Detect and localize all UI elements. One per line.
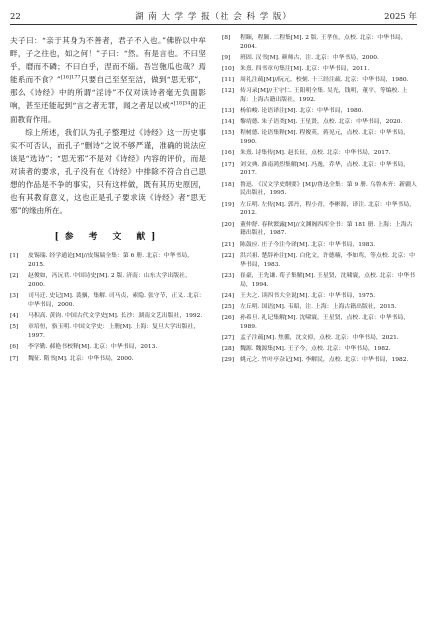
body-paragraph-2 bbox=[10, 126, 206, 218]
reference-number: [24] bbox=[222, 292, 235, 299]
reference-text: 章培恒，骆玉明. 中国文学史：上册[M]. 上海：复旦大学出版社，1997. bbox=[28, 324, 200, 340]
reference-number: [28] bbox=[222, 345, 235, 352]
reference-text: 朱熹. 四书章句集注[M]. 北京：中华书局，2011. bbox=[240, 66, 370, 73]
reference-text: 刘文典. 淮南鸿烈集解[M]. 冯逸，乔华，点校. 北京：中华书局，2017. bbox=[240, 161, 410, 177]
reference-number: [29] bbox=[222, 357, 235, 364]
para1-text-b: 只要自己至坚至洁，做到“思无邪”，那么《诗经》中的所谓“淫诗”不仅对读诗者毫无负面影响，甚至还能起到“言之者无罪，闻之者足以戒” bbox=[10, 75, 206, 111]
reference-number: [25] bbox=[222, 303, 235, 310]
reference-text: 传习录[M]//王守仁. 王阳明全集. 吴光，钱明，董平，等编校. 上海：上海古籍出版社，1992. bbox=[240, 88, 408, 104]
reference-number: [13] bbox=[222, 108, 235, 115]
journal-title: 湖 南 大 学 学 报（社 会 科 学 版） bbox=[135, 12, 292, 22]
reference-number: [8] bbox=[222, 35, 231, 41]
reference-item bbox=[222, 65, 418, 74]
reference-number: [12] bbox=[222, 88, 235, 95]
reference-number: [22] bbox=[222, 252, 235, 259]
reference-item bbox=[10, 312, 206, 321]
reference-number: [27] bbox=[222, 334, 235, 341]
reference-item bbox=[222, 34, 418, 52]
reference-text: 孙希旦. 礼记集解[M]. 沈啸寰，王星贤，点校. 北京：中华书局，1989. bbox=[240, 314, 410, 330]
reference-item bbox=[10, 272, 206, 290]
reference-number: [16] bbox=[222, 150, 235, 157]
citation-2: [18]34 bbox=[173, 100, 191, 107]
reference-text: 王夫之. 读四书大全说[M]. 北京：中华书局，1975. bbox=[240, 292, 376, 299]
reference-item bbox=[222, 241, 418, 250]
reference-text: 左丘明. 国语[M]. 韦昭，注. 上海：上海古籍出版社，2015. bbox=[240, 303, 397, 310]
reference-item bbox=[222, 292, 418, 301]
reference-item bbox=[10, 252, 206, 270]
reference-text: 李学勤. 郝艳书校释[M]. 北京：中华书局，2013. bbox=[28, 344, 158, 351]
reference-text: 马积高. 黄钧. 中国古代文学史[M]. 长沙：湖南文艺出版社，1992. bbox=[28, 313, 203, 320]
reference-item bbox=[222, 221, 418, 239]
left-column bbox=[10, 34, 206, 366]
reference-text: 司马迁. 史记[M]. 裴骃，集解. 司马贞，索隐. 张守节，正义. 北京：中华书局，2000. bbox=[28, 293, 205, 309]
page-header bbox=[10, 10, 417, 25]
reference-item bbox=[222, 252, 418, 270]
reference-text: 孟子注疏[M]. 焦循，沈文倬，点校. 北京：中华书局，2021. bbox=[240, 334, 399, 341]
reference-list-left bbox=[10, 252, 206, 363]
reference-item bbox=[10, 323, 206, 341]
reference-number: [9] bbox=[222, 55, 231, 61]
references-heading: [参 考 文 献] bbox=[54, 232, 162, 243]
reference-text: 朱熹. 诗集传[M]. 赵长征，点校. 北京：中华书局，2017. bbox=[240, 150, 391, 157]
reference-text: 姚元之. 竹叶亭杂记[M]. 李解民，点校. 北京：中华书局，1982. bbox=[240, 357, 409, 364]
reference-number: [21] bbox=[222, 241, 235, 248]
reference-number: [20] bbox=[222, 221, 235, 228]
reference-item bbox=[222, 54, 418, 63]
reference-number: [2] bbox=[10, 273, 19, 280]
reference-text: 董仲舒. 春秋繁露[M]//文渊阁四库全书：第 181 册. 上海：上海古籍出版社，1987. bbox=[240, 221, 413, 237]
reference-item bbox=[10, 343, 206, 352]
reference-number: [19] bbox=[222, 201, 235, 208]
para2-text: 综上所述，我们认为孔子整理过《诗经》这一历史事实不可否认，而孔子“删诗”之说不够严谨，准确的说法应该是“选诗”；“思无邪”不是对《诗经》内容的评价，而是对读者的要求，孔子没有在《诗经》中排除不符合自己思想的作品是不争的事实，只有这样做，既有其历史原因，也有其教育意义，这也正是孔子要求读《诗经》者“思无邪”的缘由所在。 bbox=[10, 127, 206, 216]
citation-1: [16]177 bbox=[60, 74, 81, 81]
reference-text: 左丘明. 左传[M]. 郭丹，程小青，李彬源，译注. 北京：中华书局，2012. bbox=[240, 201, 416, 217]
reference-item bbox=[222, 161, 418, 179]
reference-text: 鲁迅. 《汉文学史纲要》[M]//鲁迅全集：第 9 册. 乌鲁木齐：新疆人民出版社，1995. bbox=[240, 181, 417, 197]
reference-item bbox=[222, 118, 418, 127]
reference-text: 黎靖德. 朱子语类[M]. 王星贤，点校. 北京：中华书局，2020. bbox=[240, 119, 403, 126]
reference-text: 程树德. 论语集释[M]. 程俊英，蒋见元，点校. 北京：中华书局，1990. bbox=[240, 130, 410, 146]
reference-number: [15] bbox=[222, 130, 235, 137]
reference-number: [23] bbox=[222, 272, 235, 279]
reference-number: [26] bbox=[222, 314, 235, 321]
reference-item bbox=[222, 314, 418, 332]
reference-item bbox=[222, 107, 418, 116]
reference-number: [1] bbox=[10, 253, 19, 260]
page-number: 22 bbox=[10, 12, 21, 22]
reference-text: 程颐，程颢. 二程集[M]. 2 版. 王孝鱼，点校. 北京：中华书局，2004. bbox=[240, 35, 407, 50]
reference-item bbox=[222, 149, 418, 158]
reference-item bbox=[10, 355, 206, 364]
reference-text: 洪兴祖. 楚辞补注[M]. 白化文，许德楠，李如鸾，等点校. 北京：中华书局，1983. bbox=[240, 252, 416, 268]
reference-item bbox=[10, 292, 206, 310]
reference-text: 魏源. 魏源集[M]. 王子今，点校. 北京：中华书局，1982. bbox=[240, 345, 391, 352]
right-column bbox=[222, 34, 418, 367]
reference-list-right bbox=[222, 34, 418, 365]
publication-year: 2025 年 bbox=[384, 12, 417, 22]
reference-item bbox=[222, 334, 418, 343]
reference-item bbox=[222, 87, 418, 105]
para1-text-c: 的正面教育作用。 bbox=[10, 101, 207, 124]
reference-text: 赵俊如，冯沅君. 中国诗史[M]. 2 版. 济南：山东大学出版社，2000. bbox=[28, 273, 191, 289]
reference-number: [17] bbox=[222, 161, 235, 168]
reference-number: [3] bbox=[10, 293, 19, 300]
reference-text: 周礼注疏[M]//阮元，校刻. 十三经注疏. 北京：中华书局，1980. bbox=[240, 77, 409, 84]
reference-number: [11] bbox=[222, 77, 235, 84]
reference-number: [4] bbox=[10, 313, 19, 320]
reference-number: [6] bbox=[10, 344, 19, 351]
reference-item bbox=[222, 303, 418, 312]
reference-text: 杨伯峻. 论语译注[M]. 北京：中华书局，1980. bbox=[240, 108, 364, 115]
reference-number: [18] bbox=[222, 181, 235, 188]
reference-text: 魏征. 隋书[M]. 北京：中华书局，2000. bbox=[28, 355, 134, 362]
reference-item bbox=[222, 76, 418, 85]
para1-text-a: 夫子曰：“亲于其身为不善者，君子不入也。”佛肸以中牟畔，子之往也，如之何！”子曰：“然。有是言也。不曰坚乎，磨而不磷；不曰白乎，涅而不缁。吾岂匏瓜也哉？焉能系而不食？” bbox=[10, 36, 206, 85]
reference-number: [14] bbox=[222, 119, 235, 126]
reference-item bbox=[222, 356, 418, 365]
reference-item bbox=[222, 129, 418, 147]
reference-item bbox=[222, 201, 418, 219]
reference-number: [10] bbox=[222, 66, 235, 73]
reference-text: 班固. 汉书[M]. 颜师古，注. 北京：中华书局，2000. bbox=[240, 55, 379, 61]
reference-number: [5] bbox=[10, 324, 19, 331]
reference-item bbox=[222, 345, 418, 354]
reference-text: 崔豪，王先谦. 荀子集解[M]. 王星贤，沈啸寰，点校. 北京：中华书局，1994. bbox=[240, 272, 416, 288]
reference-item bbox=[222, 181, 418, 199]
body-paragraph-1 bbox=[10, 34, 206, 126]
reference-item bbox=[222, 272, 418, 290]
reference-text: 皮锡瑞. 经学通论[M]//皮锡瑞全集：第 6 册. 北京：中华书局，2015. bbox=[28, 253, 194, 269]
reference-number: [7] bbox=[10, 355, 19, 362]
reference-text: 陈鼓应. 庄子今注今译[M]. 北京：中华书局，1983. bbox=[240, 241, 376, 248]
